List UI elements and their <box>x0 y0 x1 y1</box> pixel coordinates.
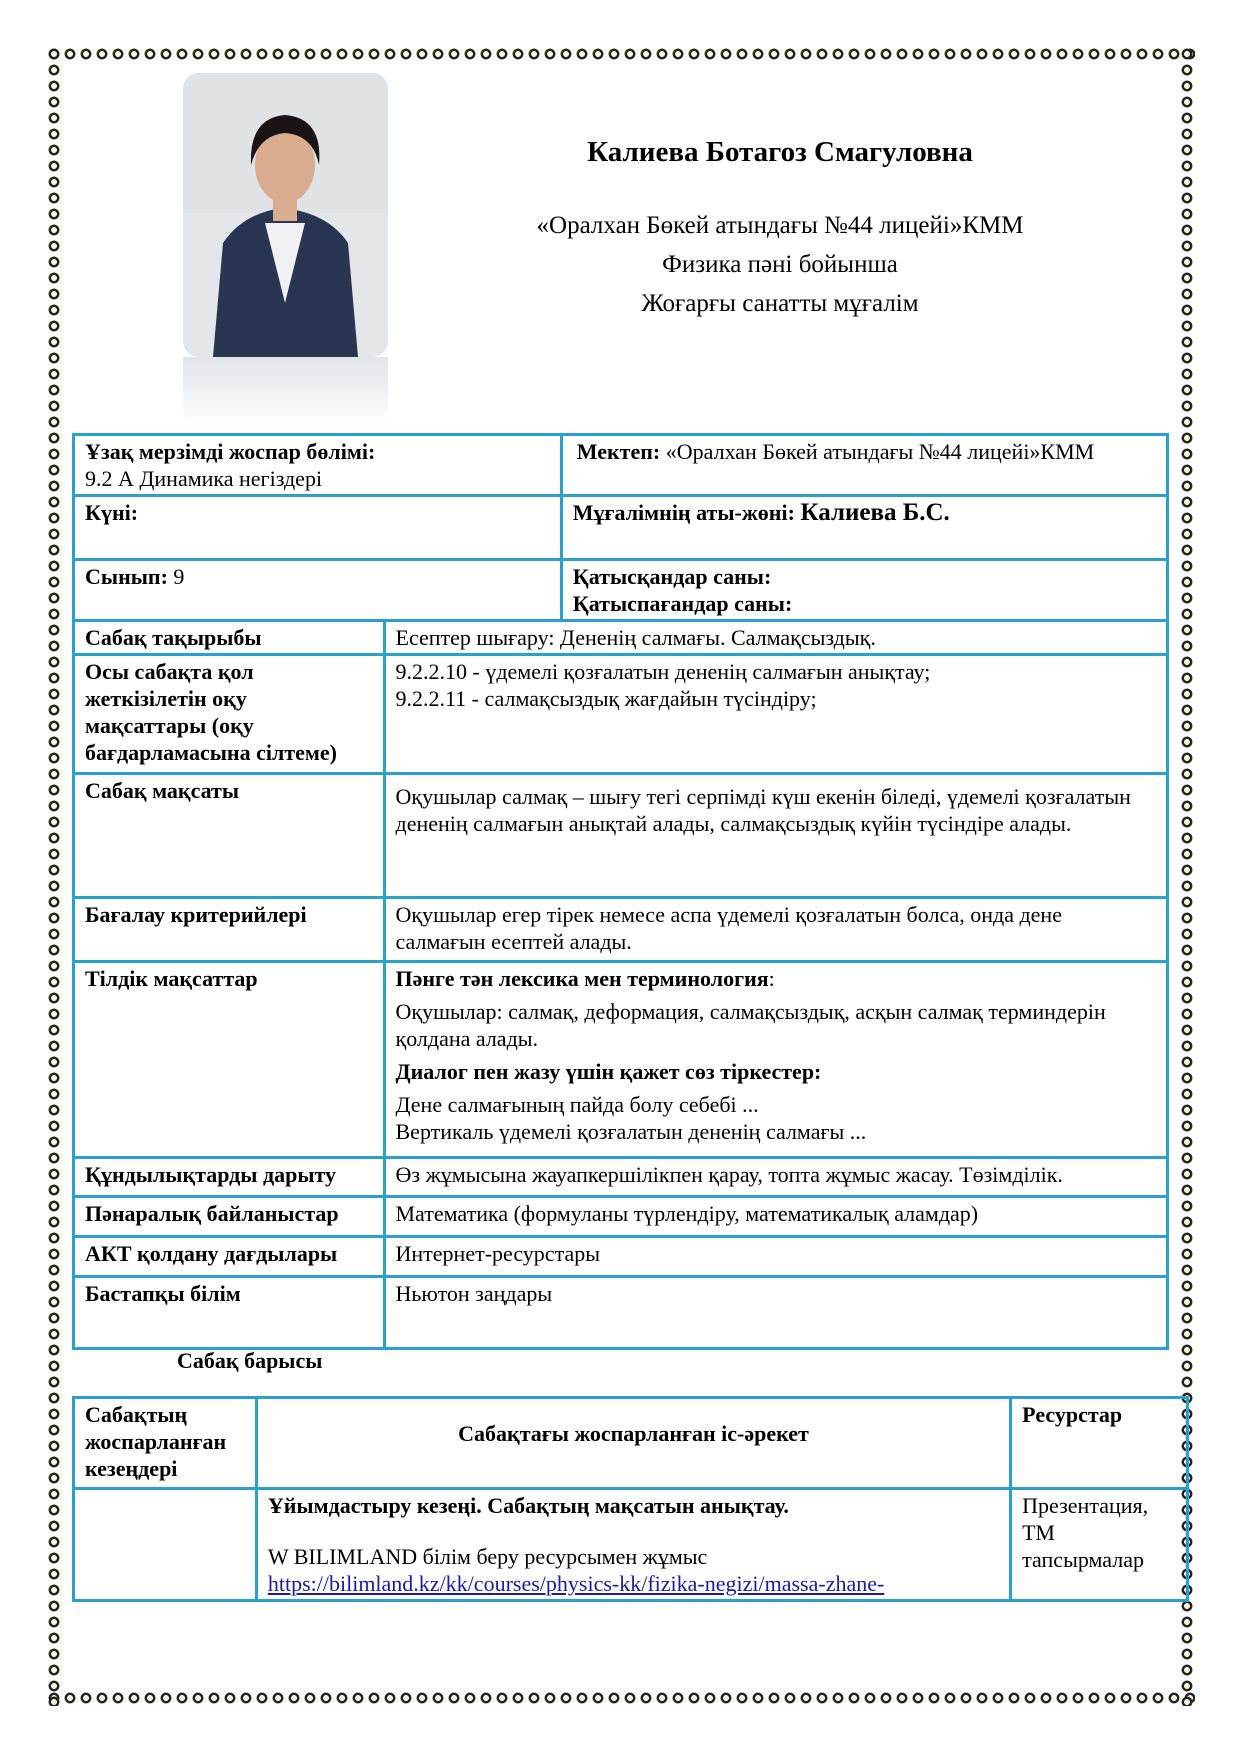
date-cell <box>74 496 562 560</box>
border-top <box>46 46 1195 62</box>
values-label: Құндылықтарды дарыту <box>74 1158 385 1197</box>
goal-value: Оқушылар салмақ – шығу тегі серпімді күш екенін біледі, үдемелі қозғалатын дененің салмағын анықтай алады, салмақсыздық күйін түсіндіре алады. <box>384 774 1168 898</box>
border-bottom <box>46 1690 1195 1706</box>
teacher-cell <box>561 496 1167 560</box>
absent-label: Қатыспағандар саны: <box>572 591 793 616</box>
criteria-value: Оқушылар егер тірек немесе аспа үдемелі қозғалатын болса, онда дене салмағын есептей алады. <box>384 898 1168 962</box>
bilimland-link[interactable]: https://bilimland.kz/kk/courses/physics-kk/fizika-negizi/massa-zhane- <box>267 1571 885 1596</box>
stage-text: W BILIMLAND білім беру ресурсымен жұмыс <box>267 1544 708 1569</box>
teacher-name: Калиева Ботагоз Смагуловна <box>587 136 973 168</box>
border-left <box>46 46 62 1706</box>
activity-cell <box>256 1489 1010 1601</box>
school-name: «Оралхан Бөкей атындағы №44 лицейі»КММ <box>536 212 1024 239</box>
prior-knowledge-label: Бастапқы білім <box>74 1277 385 1349</box>
objective-2: 9.2.2.11 - салмақсыздық жағдайын түсіндіру; <box>395 686 817 711</box>
stage-title: Ұйымдастыру кезеңі. Сабақтың мақсатын анықтау. <box>267 1493 789 1518</box>
dialog-phrase-2: Вертикаль үдемелі қозғалатын дененің салмағы ... <box>395 1119 867 1144</box>
lesson-progress-title: Сабақ барысы <box>177 1348 323 1373</box>
resources-header: Ресурстар <box>1011 1398 1188 1489</box>
unit-label: Ұзақ мерзімді жоспар бөлімі: <box>85 439 376 464</box>
stage-cell <box>74 1489 257 1601</box>
date-label: Күні: <box>85 500 139 525</box>
ict-label: АКТ қолдану дағдылары <box>74 1237 385 1277</box>
dialog-phrase-1: Дене салмағының пайда болу себебі ... <box>395 1092 759 1117</box>
prior-knowledge-value: Ньютон заңдары <box>384 1277 1168 1349</box>
language-value: Пәнге тән лексика мен терминология: Оқушылар: салмақ, деформация, салмақсыздық, асқын салмақ терминдерін қолдана алады. Диалог пен жазу үшін қажет сөз тіркестер: Дене салмағының пайда болу себебі ... Вертикаль үдемелі қозғалатын дененің салмағы ... <box>384 962 1168 1158</box>
unit-cell <box>74 435 562 496</box>
goal-label: Сабақ мақсаты <box>74 774 385 898</box>
objective-1: 9.2.2.10 - үдемелі қозғалатын дененің салмағын анықтау; <box>395 659 931 684</box>
unit-value: 9.2 А Динамика негіздері <box>85 466 323 491</box>
school-value: «Оралхан Бөкей атындағы №44 лицейі»КММ <box>665 439 1095 464</box>
values-value: Өз жұмысына жауапкершілікпен қарау, топта жұмыс жасау. Төзімділік. <box>384 1158 1168 1197</box>
school-label: Мектеп: <box>576 439 661 464</box>
lexicon-text: Оқушылар: салмақ, деформация, салмақсыздық, асқын салмақ терминдерін қолдана алады. <box>395 999 1106 1051</box>
ict-value: Интернет-ресурстары <box>384 1237 1168 1277</box>
class-label: Сынып: <box>85 564 168 589</box>
cross-curricular-label: Пәнаралық байланыстар <box>74 1197 385 1237</box>
objectives-value <box>384 655 1168 774</box>
present-label: Қатысқандар саны: <box>572 564 772 589</box>
class-value: 9 <box>173 564 185 589</box>
stages-header: Сабақтың жоспарланған кезеңдері <box>74 1398 257 1489</box>
teacher-label: Мұғалімнің аты-жөні: <box>572 500 795 525</box>
topic-label: Сабақ тақырыбы <box>74 621 385 655</box>
dialog-heading: Диалог пен жазу үшін қажет сөз тіркестер: <box>395 1059 822 1084</box>
cross-curricular-value: Математика (формуланы түрлендіру, математикалық аламдар) <box>384 1197 1168 1237</box>
lesson-plan-table <box>72 433 1169 1350</box>
activity-header: Сабақтағы жоспарланған іс-әрекет <box>256 1398 1010 1489</box>
language-label: Тілдік мақсаттар <box>74 962 385 1158</box>
teacher-photo <box>183 73 388 357</box>
school-cell <box>561 435 1167 496</box>
class-cell <box>74 560 562 621</box>
objectives-label: Осы сабақта қол жеткізілетін оқу мақсаттары (оқу бағдарламасына сілтеме) <box>74 655 385 774</box>
criteria-label: Бағалау критерийлері <box>74 898 385 962</box>
teacher-value: Калиева Б.С. <box>800 499 950 526</box>
resources-cell: Презентация, ТМ тапсырмалар <box>1011 1489 1188 1601</box>
attendance-cell <box>561 560 1167 621</box>
subject-line: Физика пәні бойынша <box>662 251 898 278</box>
lexicon-heading: Пәнге тән лексика мен терминология <box>395 966 769 991</box>
photo-reflection <box>183 357 388 427</box>
topic-value: Есептер шығару: Дененің салмағы. Салмақсыздық. <box>384 621 1168 655</box>
lesson-progress-table <box>72 1396 1189 1602</box>
category-line: Жоғарғы санатты мұғалім <box>641 290 919 317</box>
